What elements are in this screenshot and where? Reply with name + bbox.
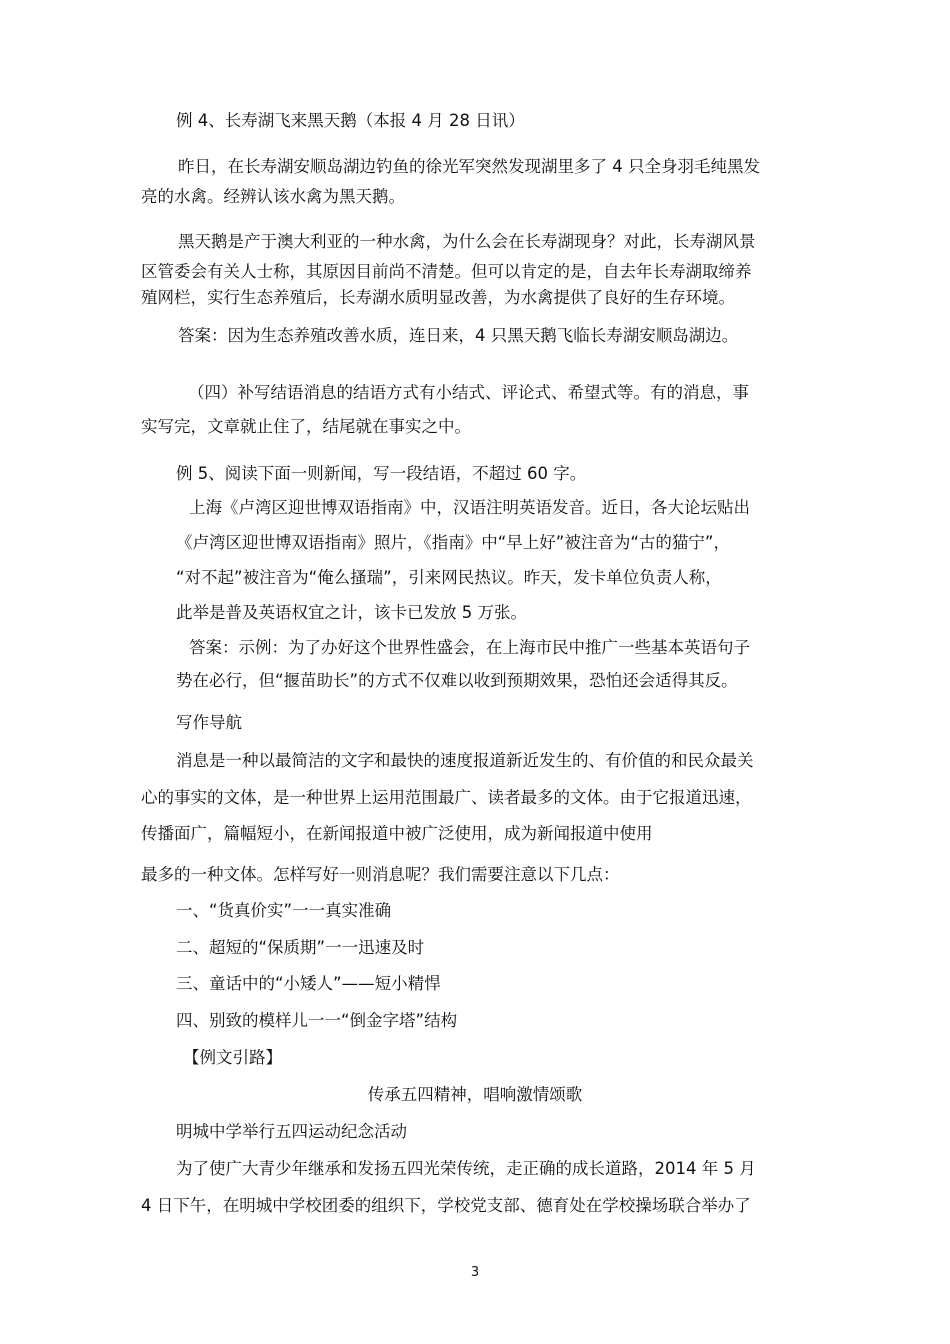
section-heading: 写作导航 — [176, 713, 242, 732]
news-line: 上海《卢湾区迎世博双语指南》中，汉语注明英语发音。近日，各大论坛贴出 — [189, 498, 750, 517]
example-4-title: 例 4、长寿湖飞来黑天鹅（本报 4 月 28 日讯） — [176, 111, 525, 130]
paragraph-line: 传播面广，篇幅短小，在新闻报道中被广泛使用，成为新闻报道中使用 — [141, 824, 653, 843]
paragraph-line: 区管委会有关人士称，其原因目前尚不清楚。但可以肯定的是，自去年长寿湖取缔养 — [141, 262, 752, 281]
answer-line: 答案：示例：为了办好这个世界性盛会，在上海市民中推广一些基本英语句子 — [189, 638, 750, 657]
article-subtitle: 明城中学举行五四运动纪念活动 — [176, 1122, 407, 1141]
list-item: 三、童话中的“小矮人”——短小精悍 — [176, 974, 441, 993]
list-item: 一、“货真价实”一一真实准确 — [176, 901, 392, 920]
news-line: 此举是普及英语权宜之计，该卡已发放 5 万张。 — [176, 603, 527, 622]
paragraph-line: 最多的一种文体。怎样写好一则消息呢？我们需要注意以下几点： — [141, 865, 620, 884]
paragraph-line: 消息是一种以最简洁的文字和最快的速度报道新近发生的、有价值的和民众最关 — [176, 751, 754, 770]
answer-line: 答案：因为生态养殖改善水质，连日来，4 只黑天鹅飞临长寿湖安顺岛湖边。 — [178, 326, 739, 345]
list-item: 四、别致的模样儿一一“倒金字塔”结构 — [176, 1011, 458, 1030]
paragraph-line: 昨日，在长寿湖安顺岛湖边钓鱼的徐光军突然发现湖里多了 4 只全身羽毛纯黑发 — [178, 157, 760, 176]
article-title: 传承五四精神，唱响激情颂歌 — [367, 1085, 583, 1104]
section-heading: 【例文引路】 — [183, 1048, 282, 1067]
paragraph-line: 殖网栏，实行生态养殖后，长寿湖水质明显改善，为水禽提供了良好的生存环境。 — [141, 288, 735, 307]
page-number: 3 — [470, 1265, 480, 1280]
paragraph-line: 为了使广大青少年继承和发扬五四光荣传统，走正确的成长道路，2014 年 5 月 — [176, 1159, 756, 1178]
example-5-title: 例 5、阅读下面一则新闻，写一段结语，不超过 60 字。 — [176, 464, 587, 483]
paragraph-line: 亮的水禽。经辨认该水禽为黑天鹅。 — [141, 187, 405, 206]
paragraph-line: 实写完，文章就止住了，结尾就在事实之中。 — [141, 417, 471, 436]
paragraph-line: 黑天鹅是产于澳大利亚的一种水禽，为什么会在长寿湖现身？对此，长寿湖风景 — [178, 232, 756, 251]
answer-line: 势在必行，但“揠苗助长”的方式不仅难以收到预期效果，恐怕还会适得其反。 — [176, 671, 738, 690]
news-line: 《卢湾区迎世博双语指南》照片，《指南》中“早上好”被注音为“古的猫宁”， — [176, 533, 730, 552]
list-item: 二、超短的“保质期”一一迅速及时 — [176, 938, 425, 957]
news-line: “对不起”被注音为“俺么搔瑞”，引来网民热议。昨天，发卡单位负责人称， — [176, 568, 722, 587]
section-heading: （四）补写结语消息的结语方式有小结式、评论式、希望式等。有的消息，事 — [188, 383, 749, 402]
paragraph-line: 4 日下午，在明城中学校团委的组织下，学校党支部、德育处在学校操场联合举办了 — [141, 1196, 751, 1215]
paragraph-line: 心的事实的文体，是一种世界上运用范围最广、读者最多的文体。由于它报道迅速， — [141, 788, 752, 807]
